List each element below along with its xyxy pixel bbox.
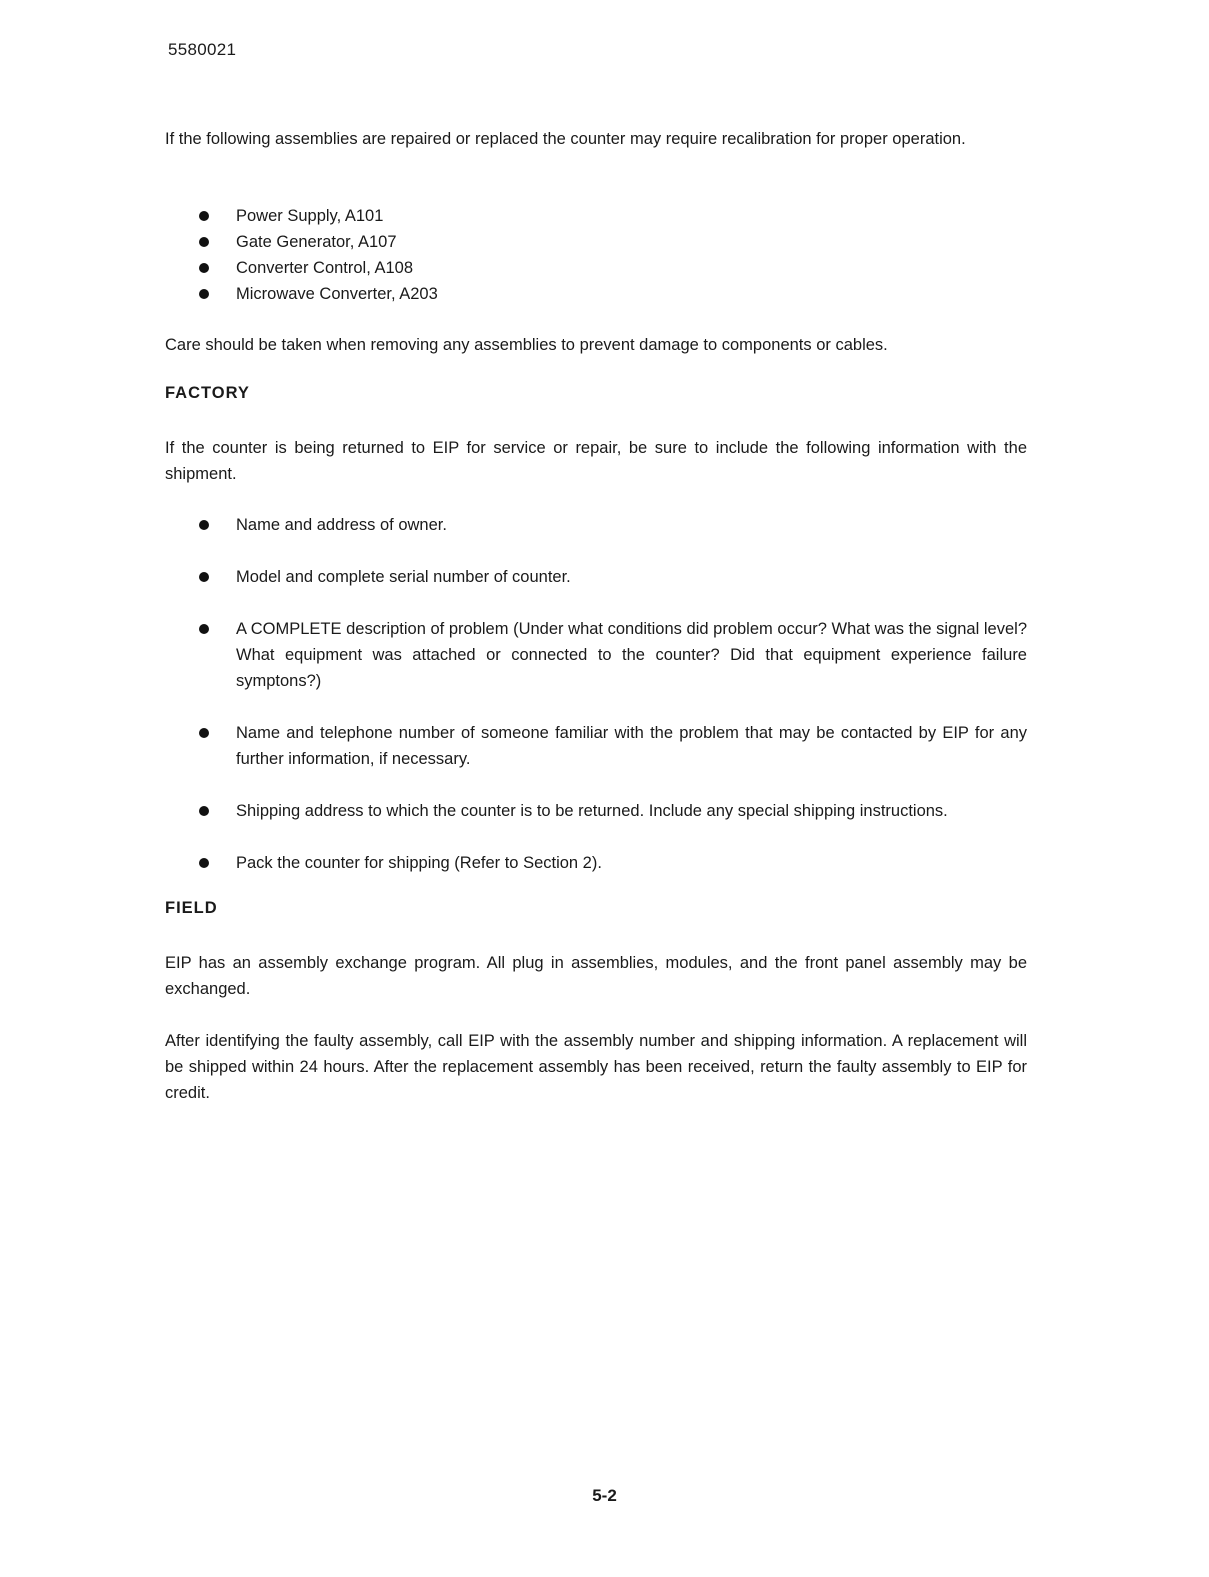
field-paragraph-exchange: EIP has an assembly exchange program. All plug in assemblies, modules, and the front panel assembly may be exchanged. <box>165 954 1027 998</box>
list-item-text: Converter Control, A108 <box>236 259 414 277</box>
list-item-text: Name and telephone number of someone familiar with the problem that may be contacted by EIP for any further information, if necessary. <box>236 724 1027 768</box>
document-number: 5580021 <box>168 40 237 59</box>
field-heading: FIELD <box>165 899 218 917</box>
bullet-icon <box>199 263 209 273</box>
bullet-icon <box>199 806 209 816</box>
factory-info-list <box>165 512 1027 876</box>
list-item-text: Pack the counter for shipping (Refer to Section 2). <box>236 854 602 872</box>
list-item <box>165 512 1027 538</box>
list-item-text: Power Supply, A101 <box>236 207 384 225</box>
bullet-icon <box>199 624 209 634</box>
factory-intro: If the counter is being returned to EIP for service or repair, be sure to include the following information with the shipment. <box>165 439 1027 483</box>
bullet-icon <box>199 728 209 738</box>
list-item-text: Name and address of owner. <box>236 516 447 534</box>
list-item <box>165 798 1027 824</box>
list-item-text: Model and complete serial number of counter. <box>236 568 571 586</box>
factory-heading: FACTORY <box>165 384 250 402</box>
list-item <box>165 720 1027 772</box>
list-item <box>165 850 1027 876</box>
assembly-list <box>165 203 1027 307</box>
list-item <box>165 616 1027 694</box>
list-item-text: Shipping address to which the counter is to be returned. Include any special shipping instructions. <box>236 802 948 820</box>
care-note: Care should be taken when removing any assemblies to prevent damage to components or cables. <box>165 336 888 354</box>
list-item <box>165 229 1027 255</box>
recalibration-intro: If the following assemblies are repaired or replaced the counter may require recalibration for proper operation. <box>165 130 966 148</box>
list-item-text: A COMPLETE description of problem (Under what conditions did problem occur? What was the signal level? What equipment was attached or connected to the counter? Did that equipment experience failure symptons?) <box>236 620 1027 690</box>
field-paragraph-procedure: After identifying the faulty assembly, call EIP with the assembly number and shipping information. A replacement will be shipped within 24 hours. After the replacement assembly has been received, return the faulty assembly to EIP for credit. <box>165 1032 1027 1102</box>
list-item <box>165 255 1027 281</box>
bullet-icon <box>199 572 209 582</box>
list-item <box>165 203 1027 229</box>
bullet-icon <box>199 289 209 299</box>
bullet-icon <box>199 520 209 530</box>
bullet-icon <box>199 211 209 221</box>
list-item-text: Gate Generator, A107 <box>236 233 397 251</box>
list-item <box>165 281 1027 307</box>
list-item <box>165 564 1027 590</box>
list-item-text: Microwave Converter, A203 <box>236 285 438 303</box>
page-number: 5-2 <box>592 1486 617 1505</box>
bullet-icon <box>199 237 209 247</box>
bullet-icon <box>199 858 209 868</box>
